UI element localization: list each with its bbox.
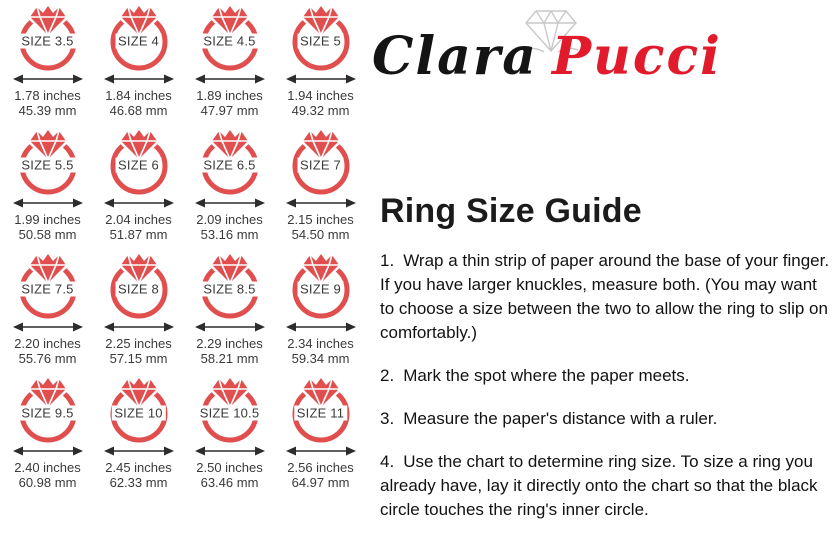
ring-size-label: SIZE 6.5 (200, 158, 258, 173)
brand-logo (372, 8, 832, 104)
size-mm-label: 46.68 mm (109, 103, 168, 118)
gem-icon (303, 6, 339, 35)
ring-size-cell (184, 127, 275, 251)
size-inches-label: 2.09 inches (196, 212, 263, 227)
size-measurements (105, 88, 172, 118)
ring-size-cell (2, 3, 93, 127)
instruction-text: Measure the paper's distance with a ruler. (403, 409, 718, 428)
gem-icon (303, 130, 339, 159)
size-inches-label: 2.29 inches (196, 336, 263, 351)
gem-icon (121, 378, 157, 407)
diameter-arrow-icon (193, 73, 267, 85)
size-mm-label: 50.58 mm (18, 227, 77, 242)
size-measurements (105, 460, 172, 490)
size-inches-label: 2.34 inches (287, 336, 354, 351)
size-measurements (196, 336, 263, 366)
diameter-arrow-icon (193, 321, 267, 333)
page-title: Ring Size Guide (380, 192, 642, 230)
ring-size-label: SIZE 8.5 (200, 282, 258, 297)
size-mm-label: 53.16 mm (200, 227, 259, 242)
size-measurements (14, 88, 81, 118)
size-inches-label: 2.15 inches (287, 212, 354, 227)
instruction-text: Mark the spot where the paper meets. (403, 366, 690, 385)
ring-size-cell (275, 127, 366, 251)
size-measurements (196, 460, 263, 490)
size-inches-label: 1.84 inches (105, 88, 172, 103)
size-inches-label: 2.56 inches (287, 460, 354, 475)
gem-icon (212, 378, 248, 407)
size-inches-label: 2.40 inches (14, 460, 81, 475)
ring-size-cell (93, 251, 184, 375)
logo-clara-text: Clara (372, 26, 538, 87)
instruction-number: 2. (380, 366, 395, 385)
diameter-arrow-icon (102, 197, 176, 209)
logo-pucci-text: Pucci (551, 26, 722, 87)
instruction-item (380, 407, 832, 431)
size-measurements (287, 460, 354, 490)
diameter-arrow-icon (284, 73, 358, 85)
diameter-arrow-icon (284, 445, 358, 457)
size-mm-label: 64.97 mm (291, 475, 350, 490)
ring-size-label: SIZE 9.5 (18, 406, 76, 421)
ring-size-label: SIZE 6 (115, 158, 162, 173)
instruction-item (380, 364, 832, 388)
size-inches-label: 1.94 inches (287, 88, 354, 103)
ring-size-cell (184, 251, 275, 375)
size-measurements (287, 336, 354, 366)
size-mm-label: 49.32 mm (291, 103, 350, 118)
ring-size-label: SIZE 5 (297, 34, 344, 49)
gem-icon (303, 378, 339, 407)
gem-icon (121, 254, 157, 283)
ring-size-cell (2, 127, 93, 251)
size-inches-label: 1.89 inches (196, 88, 263, 103)
ring-size-label: SIZE 7.5 (18, 282, 76, 297)
ring-size-label: SIZE 7 (297, 158, 344, 173)
size-mm-label: 63.46 mm (200, 475, 259, 490)
size-mm-label: 60.98 mm (18, 475, 77, 490)
size-measurements (287, 212, 354, 242)
size-mm-label: 51.87 mm (109, 227, 168, 242)
diameter-arrow-icon (11, 73, 85, 85)
instruction-text: Wrap a thin strip of paper around the base of your finger. If you have larger knuckles, measure both. (You may want to choose a size between the two to allow the ring to slip on comfortably.) (380, 251, 830, 342)
instruction-number: 1. (380, 251, 395, 270)
ring-size-cell (93, 375, 184, 499)
logo-wordmark (372, 26, 722, 87)
instruction-number: 3. (380, 409, 395, 428)
size-mm-label: 45.39 mm (18, 103, 77, 118)
instructions-list (380, 249, 832, 541)
size-inches-label: 1.99 inches (14, 212, 81, 227)
ring-size-cell (275, 3, 366, 127)
size-mm-label: 58.21 mm (200, 351, 259, 366)
size-inches-label: 2.50 inches (196, 460, 263, 475)
ring-size-label: SIZE 4.5 (200, 34, 258, 49)
size-inches-label: 2.20 inches (14, 336, 81, 351)
size-measurements (14, 212, 81, 242)
diameter-arrow-icon (284, 197, 358, 209)
ring-size-cell (2, 251, 93, 375)
ring-size-cell (93, 127, 184, 251)
size-inches-label: 2.25 inches (105, 336, 172, 351)
gem-icon (30, 378, 66, 407)
instruction-item (380, 450, 832, 522)
ring-size-label: SIZE 10.5 (197, 406, 263, 421)
gem-icon (121, 6, 157, 35)
diameter-arrow-icon (11, 197, 85, 209)
diameter-arrow-icon (102, 321, 176, 333)
ring-size-cell (93, 3, 184, 127)
size-measurements (105, 212, 172, 242)
ring-size-cell (275, 375, 366, 499)
ring-size-label: SIZE 9 (297, 282, 344, 297)
size-measurements (105, 336, 172, 366)
instruction-number: 4. (380, 452, 395, 471)
ring-size-cell (184, 375, 275, 499)
size-measurements (196, 88, 263, 118)
size-inches-label: 2.04 inches (105, 212, 172, 227)
diameter-arrow-icon (193, 445, 267, 457)
ring-size-label: SIZE 3.5 (18, 34, 76, 49)
gem-icon (212, 254, 248, 283)
ring-size-label: SIZE 5.5 (18, 158, 76, 173)
gem-icon (121, 130, 157, 159)
size-mm-label: 57.15 mm (109, 351, 168, 366)
ring-size-grid (2, 3, 368, 499)
ring-size-cell (275, 251, 366, 375)
gem-icon (30, 130, 66, 159)
ring-size-label: SIZE 4 (115, 34, 162, 49)
instruction-text: Use the chart to determine ring size. To size a ring you already have, lay it directly onto the chart so that the black circle touches the ring's inner circle. (380, 452, 818, 519)
size-measurements (196, 212, 263, 242)
diameter-arrow-icon (193, 197, 267, 209)
size-measurements (14, 460, 81, 490)
diameter-arrow-icon (102, 445, 176, 457)
gem-icon (212, 130, 248, 159)
size-mm-label: 62.33 mm (109, 475, 168, 490)
diameter-arrow-icon (284, 321, 358, 333)
size-inches-label: 1.78 inches (14, 88, 81, 103)
diameter-arrow-icon (11, 321, 85, 333)
ring-size-cell (2, 375, 93, 499)
ring-size-label: SIZE 11 (294, 406, 347, 421)
ring-size-cell (184, 3, 275, 127)
gem-icon (212, 6, 248, 35)
size-mm-label: 47.97 mm (200, 103, 259, 118)
size-mm-label: 55.76 mm (18, 351, 77, 366)
size-measurements (14, 336, 81, 366)
size-measurements (287, 88, 354, 118)
ring-size-label: SIZE 8 (115, 282, 162, 297)
ring-size-label: SIZE 10 (111, 406, 165, 421)
gem-icon (30, 254, 66, 283)
gem-icon (303, 254, 339, 283)
size-mm-label: 54.50 mm (291, 227, 350, 242)
gem-icon (30, 6, 66, 35)
size-mm-label: 59.34 mm (291, 351, 350, 366)
instruction-item (380, 249, 832, 345)
diameter-arrow-icon (102, 73, 176, 85)
size-inches-label: 2.45 inches (105, 460, 172, 475)
diameter-arrow-icon (11, 445, 85, 457)
